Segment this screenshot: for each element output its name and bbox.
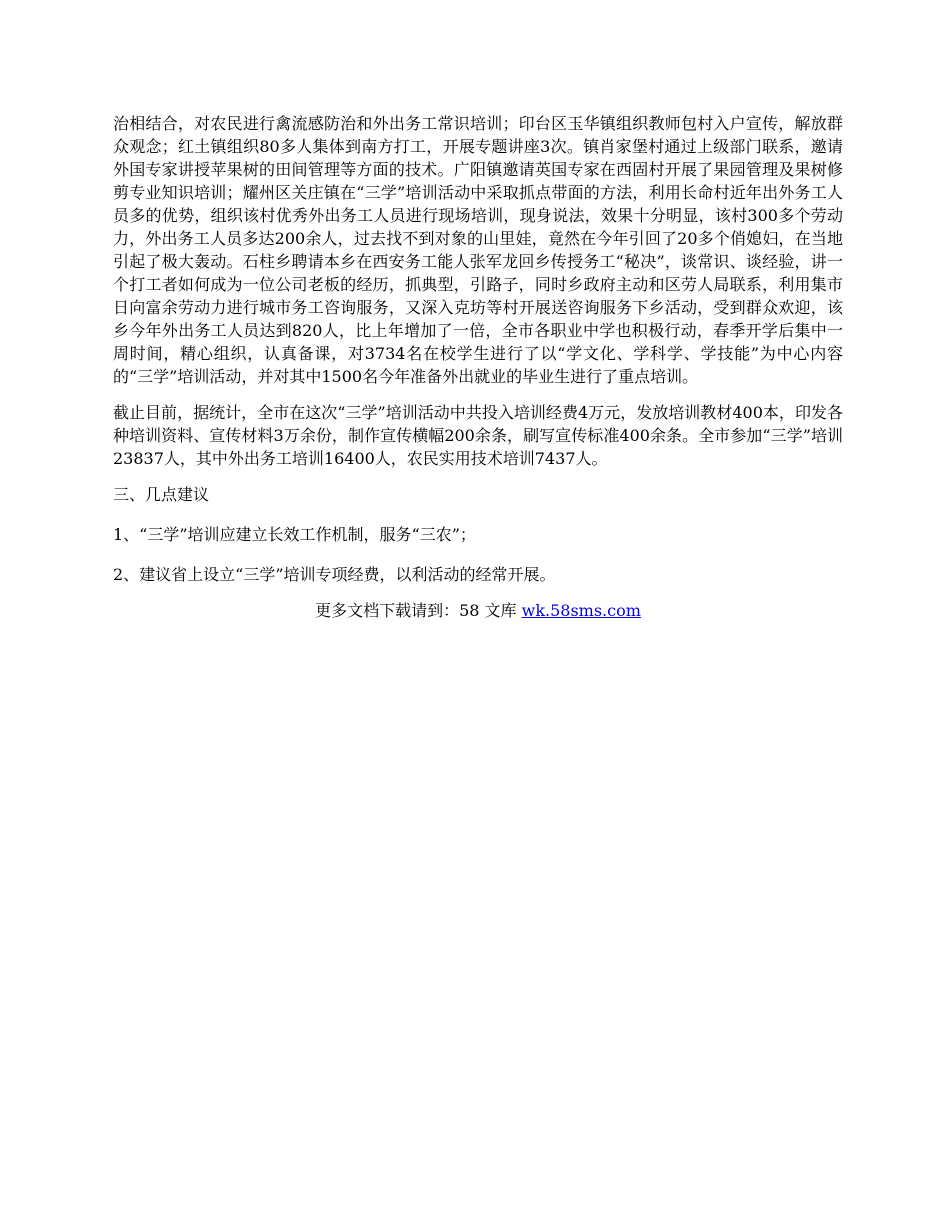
document-page bbox=[113, 112, 843, 622]
download-footer bbox=[113, 599, 843, 622]
footer-site-link[interactable]: wk.58sms.com bbox=[521, 601, 641, 620]
section-heading-suggestions: 三、几点建议 bbox=[113, 485, 210, 504]
footer-prefix-text: 更多文档下载请到：58 文库 bbox=[315, 601, 522, 620]
suggestion-item-1: 1、“三学”培训应建立长效工作机制，服务“三农”； bbox=[113, 525, 476, 544]
body-paragraph-statistics: 截止目前，据统计，全市在这次“三学”培训活动中共投入培训经费4万元，发放培训教材400本，印发各种培训资料、宣传材料3万余份，制作宣传横幅200余条，刷写宣传标准400余条。全市参加“三学”培训23837人，其中外出务工培训16400人，农民实用技术培训7437人。 bbox=[113, 403, 843, 468]
body-paragraph-training-activities: 治相结合，对农民进行禽流感防治和外出务工常识培训；印台区玉华镇组织教师包村入户宣传，解放群众观念；红土镇组织80多人集体到南方打工，开展专题讲座3次。镇肖家堡村通过上级部门联系，邀请外国专家讲授苹果树的田间管理等方面的技术。广阳镇邀请英国专家在西固村开展了果园管理及果树修剪专业知识培训；耀州区关庄镇在“三学”培训活动中采取抓点带面的方法，利用长命村近年出外务工人员多的优势，组织该村优秀外出务工人员进行现场培训，现身说法，效果十分明显，该村300多个劳动力，外出务工人员多达200余人，过去找不到对象的山里娃，竟然在今年引回了20多个俏媳妇，在当地引起了极大轰动。石柱乡聘请本乡在西安务工能人张军龙回乡传授务工“秘决”，谈常识、谈经验，讲一个打工者如何成为一位公司老板的经历，抓典型，引路子，同时乡政府主动和区劳人局联系，利用集市日向富余劳动力进行城市务工咨询服务，又深入克坊等村开展送咨询服务下乡活动，受到群众欢迎，该乡今年外出务工人员达到820人，比上年增加了一倍，全市各职业中学也积极行动，春季开学后集中一周时间，精心组织，认真备课，对3734名在校学生进行了以“学文化、学科学、学技能”为中心内容的“三学”培训活动，并对其中1500名今年准备外出就业的毕业生进行了重点培训。 bbox=[113, 114, 843, 386]
suggestion-item-2: 2、建议省上设立“三学”培训专项经费，以利活动的经常开展。 bbox=[113, 565, 556, 584]
